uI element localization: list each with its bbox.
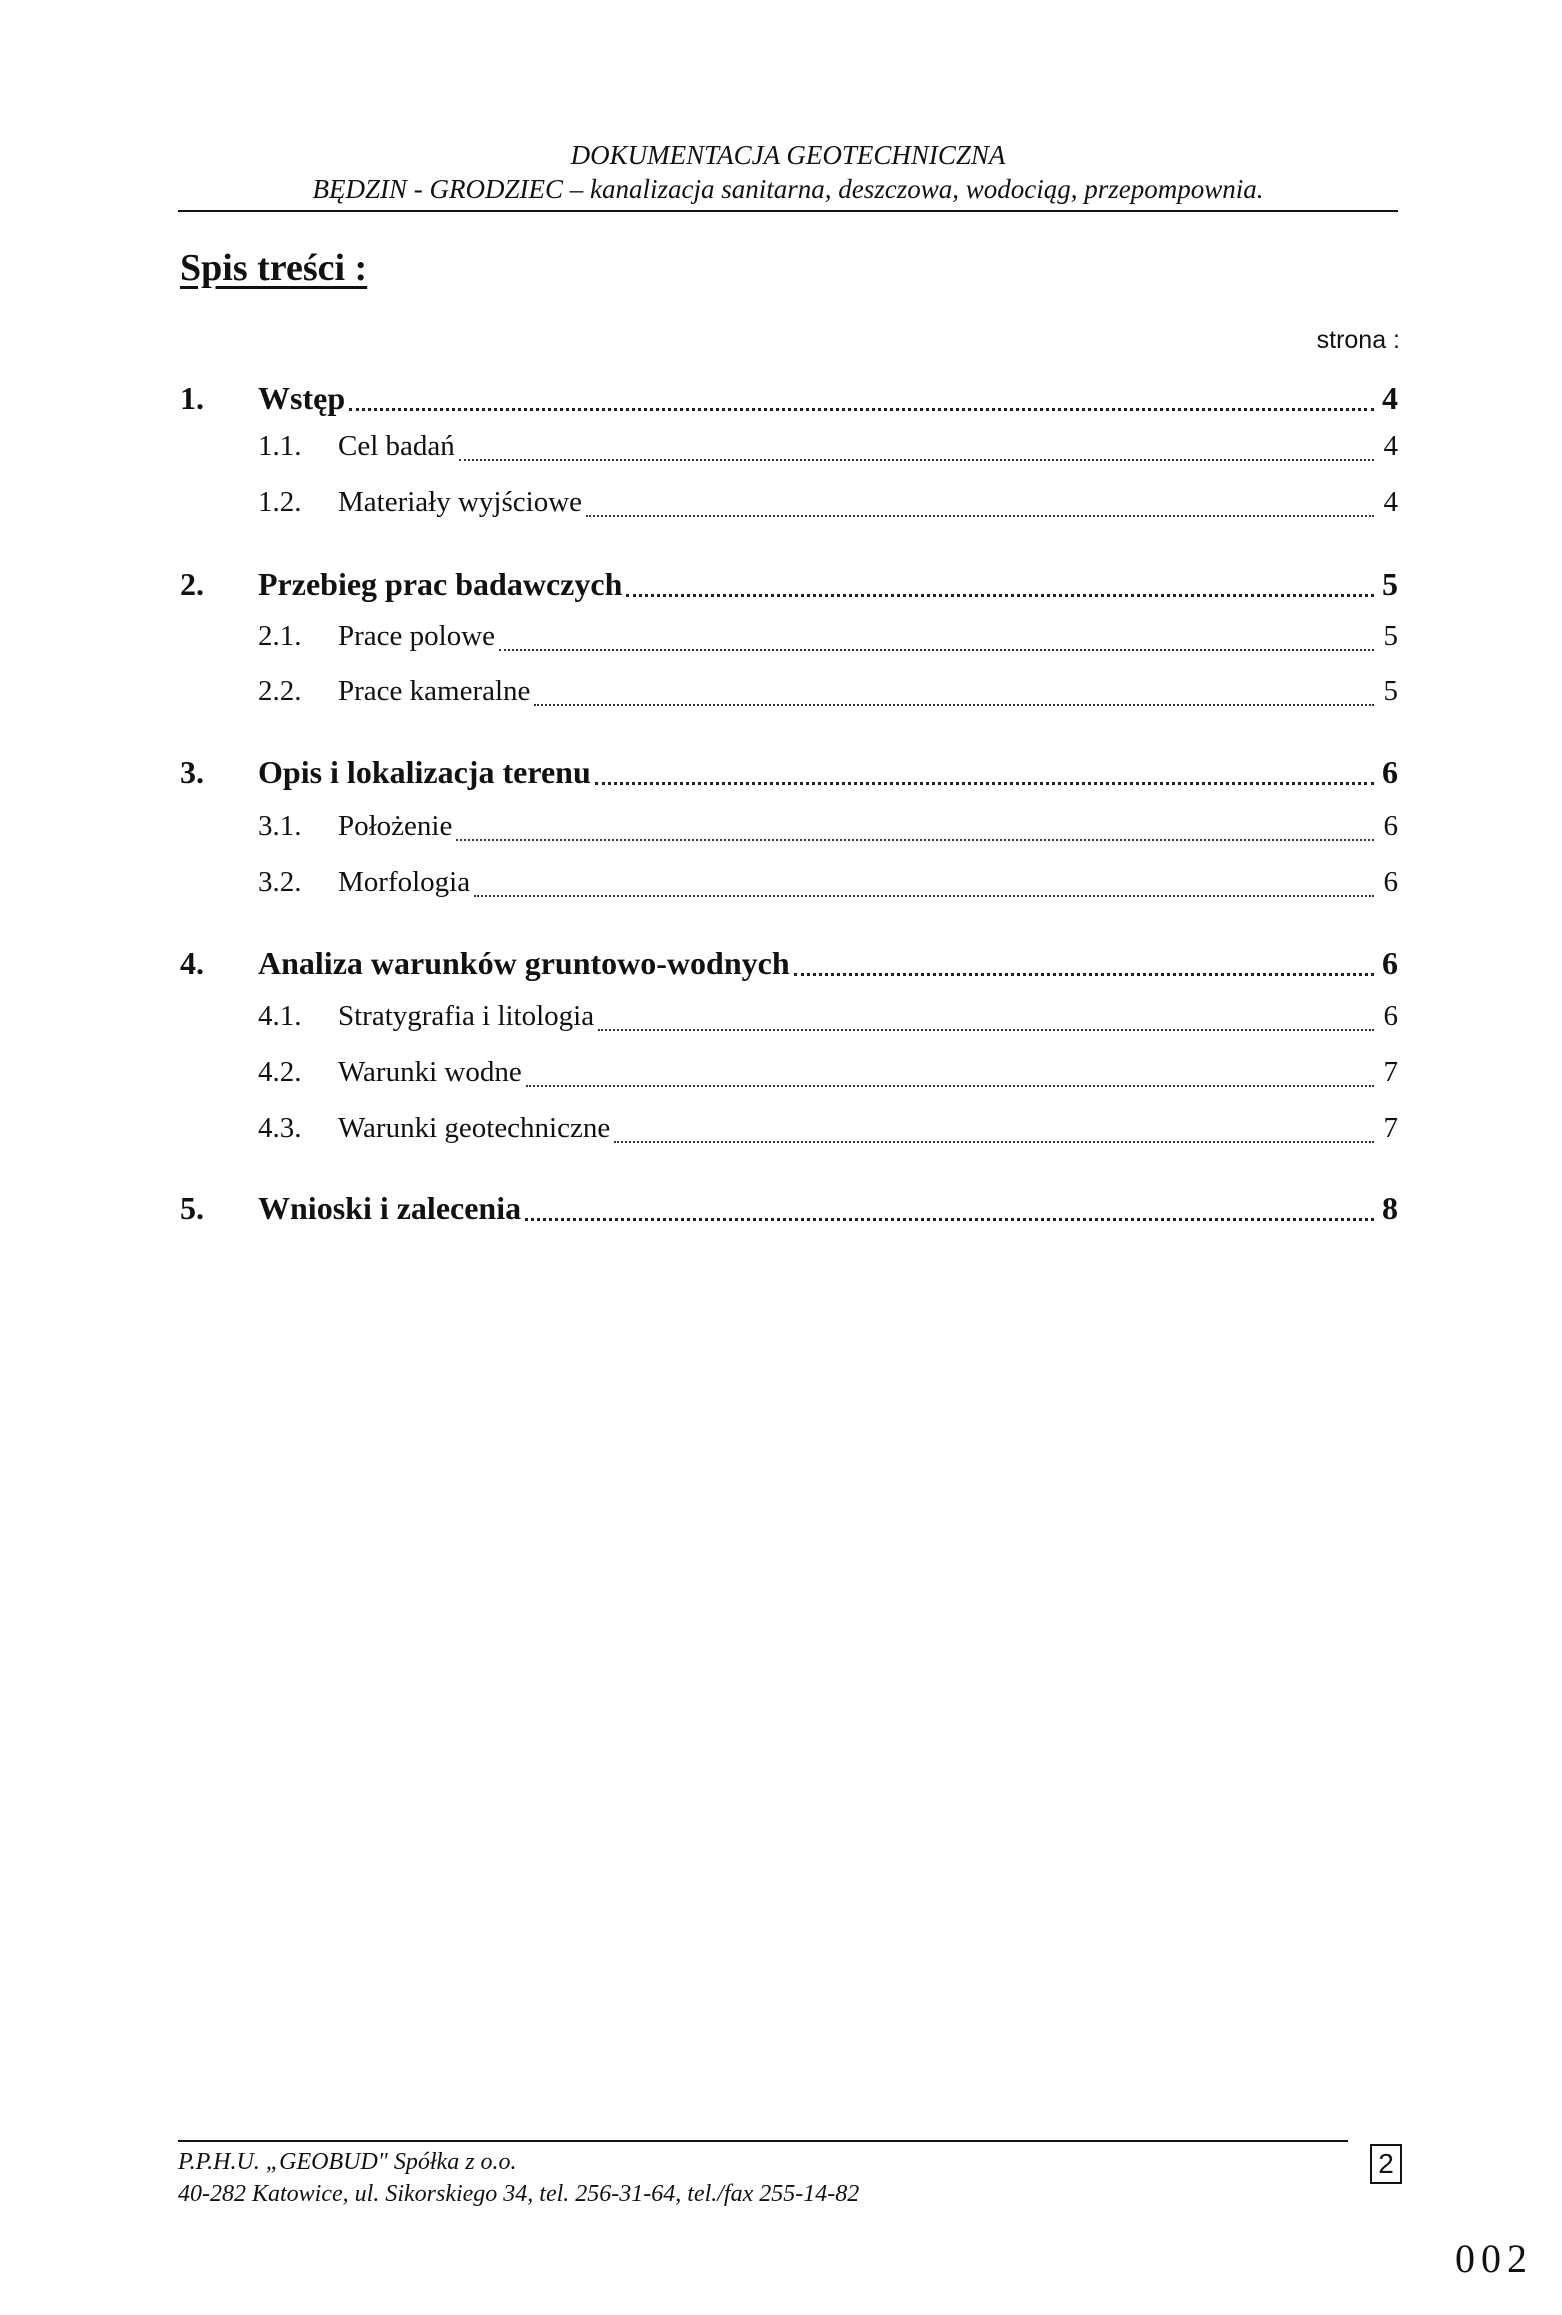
toc-dot-leader: [598, 1029, 1374, 1031]
toc-entry: [180, 866, 1398, 906]
toc-entry-page: 6: [1382, 945, 1398, 981]
toc-entry-page: 4: [1383, 430, 1398, 462]
toc-entry-number: 5.: [180, 1190, 204, 1226]
toc-entry-number: 2.: [180, 566, 204, 602]
toc-entry-label: Warunki wodne: [338, 1056, 522, 1088]
toc-entry: [180, 754, 1398, 794]
header-subtitle: BĘDZIN - GRODZIEC – kanalizacja sanitarna, deszczowa, wodociąg, przepompownia.: [312, 174, 1264, 204]
toc-entry-label: Prace kameralne: [338, 675, 531, 707]
toc-entry-number: 4.: [180, 945, 204, 981]
footer-rule: [178, 2140, 1348, 2142]
toc-entry-page: 8: [1382, 1190, 1398, 1226]
toc-entry: [180, 430, 1398, 470]
toc-entry-page: 7: [1383, 1112, 1398, 1144]
toc-entry-number: 2.1.: [258, 620, 302, 652]
toc-entry-label: Położenie: [338, 810, 453, 842]
toc-entry-label: Wnioski i zalecenia: [258, 1190, 522, 1226]
toc-entry-number: 4.1.: [258, 1000, 302, 1032]
toc-dot-leader: [526, 1085, 1374, 1087]
toc-entry-label: Wstęp: [258, 380, 346, 416]
toc-entry-label: Morfologia: [338, 866, 471, 898]
toc-dot-leader: [349, 408, 1374, 411]
toc-entry-page: 5: [1383, 675, 1398, 707]
page-header: [178, 138, 1398, 206]
toc-entry-page: 5: [1383, 620, 1398, 652]
toc-title: Spis treści :: [180, 247, 368, 289]
footer-company: P.P.H.U. „GEOBUD" Spółka z o.o.: [178, 2149, 517, 2175]
toc-entry-number: 4.3.: [258, 1112, 302, 1144]
toc-dot-leader: [586, 515, 1374, 517]
toc-entry-number: 2.2.: [258, 675, 302, 707]
page-number-box: 2: [1370, 2144, 1402, 2184]
toc-entry-number: 3.1.: [258, 810, 302, 842]
toc-entry-label: Przebieg prac badawczych: [258, 566, 623, 602]
toc-entry: [180, 675, 1398, 715]
toc-entry-number: 1.2.: [258, 486, 302, 518]
toc-dot-leader: [474, 895, 1374, 897]
toc-entry-label: Analiza warunków gruntowo-wodnych: [258, 945, 790, 981]
toc-entry: [180, 1190, 1398, 1230]
toc-entry: [180, 1112, 1398, 1152]
toc-entry: [180, 810, 1398, 850]
toc-entry-page: 6: [1383, 866, 1398, 898]
toc-entry-label: Opis i lokalizacja terenu: [258, 754, 591, 790]
toc-entry-page: 6: [1382, 754, 1398, 790]
toc-dot-leader: [614, 1141, 1374, 1143]
toc-dot-leader: [534, 704, 1374, 706]
toc-dot-leader: [456, 839, 1374, 841]
header-rule: [178, 210, 1398, 212]
header-title: DOKUMENTACJA GEOTECHNICZNA: [570, 140, 1006, 170]
toc-entry-number: 1.: [180, 380, 204, 416]
toc-entry-label: Stratygrafia i litologia: [338, 1000, 595, 1032]
toc-entry: [180, 380, 1398, 420]
toc-dot-leader: [794, 973, 1374, 976]
toc-dot-leader: [525, 1218, 1374, 1221]
toc-entry-number: 3.2.: [258, 866, 302, 898]
toc-entry-number: 4.2.: [258, 1056, 302, 1088]
toc-entry: [180, 486, 1398, 526]
toc-entry-label: Warunki geotechniczne: [338, 1112, 611, 1144]
toc-entry-number: 3.: [180, 754, 204, 790]
toc-dot-leader: [499, 649, 1374, 651]
toc-entry: [180, 1056, 1398, 1096]
toc-entry-page: 4: [1383, 486, 1398, 518]
toc-entry-page: 7: [1383, 1056, 1398, 1088]
toc-page-label: strona :: [1316, 326, 1400, 354]
archive-stamp-number: 002: [1455, 2236, 1533, 2281]
toc-entry: [180, 945, 1398, 985]
toc-entry: [180, 566, 1398, 606]
toc-entry-label: Materiały wyjściowe: [338, 486, 583, 518]
toc-entry-page: 5: [1382, 566, 1398, 602]
page-footer: [178, 2146, 859, 2210]
toc-entry-number: 1.1.: [258, 430, 302, 462]
toc-dot-leader: [626, 594, 1374, 597]
toc-entry-page: 6: [1383, 1000, 1398, 1032]
toc-entry-label: Prace polowe: [338, 620, 496, 652]
toc-entry-page: 4: [1382, 380, 1398, 416]
toc-entry: [180, 1000, 1398, 1040]
footer-address: 40-282 Katowice, ul. Sikorskiego 34, tel. 256-31-64, tel./fax 255-14-82: [178, 2181, 860, 2207]
toc-entry: [180, 620, 1398, 660]
toc-dot-leader: [459, 459, 1374, 461]
toc-dot-leader: [595, 782, 1374, 785]
toc-entry-page: 6: [1383, 810, 1398, 842]
toc-entry-label: Cel badań: [338, 430, 455, 462]
